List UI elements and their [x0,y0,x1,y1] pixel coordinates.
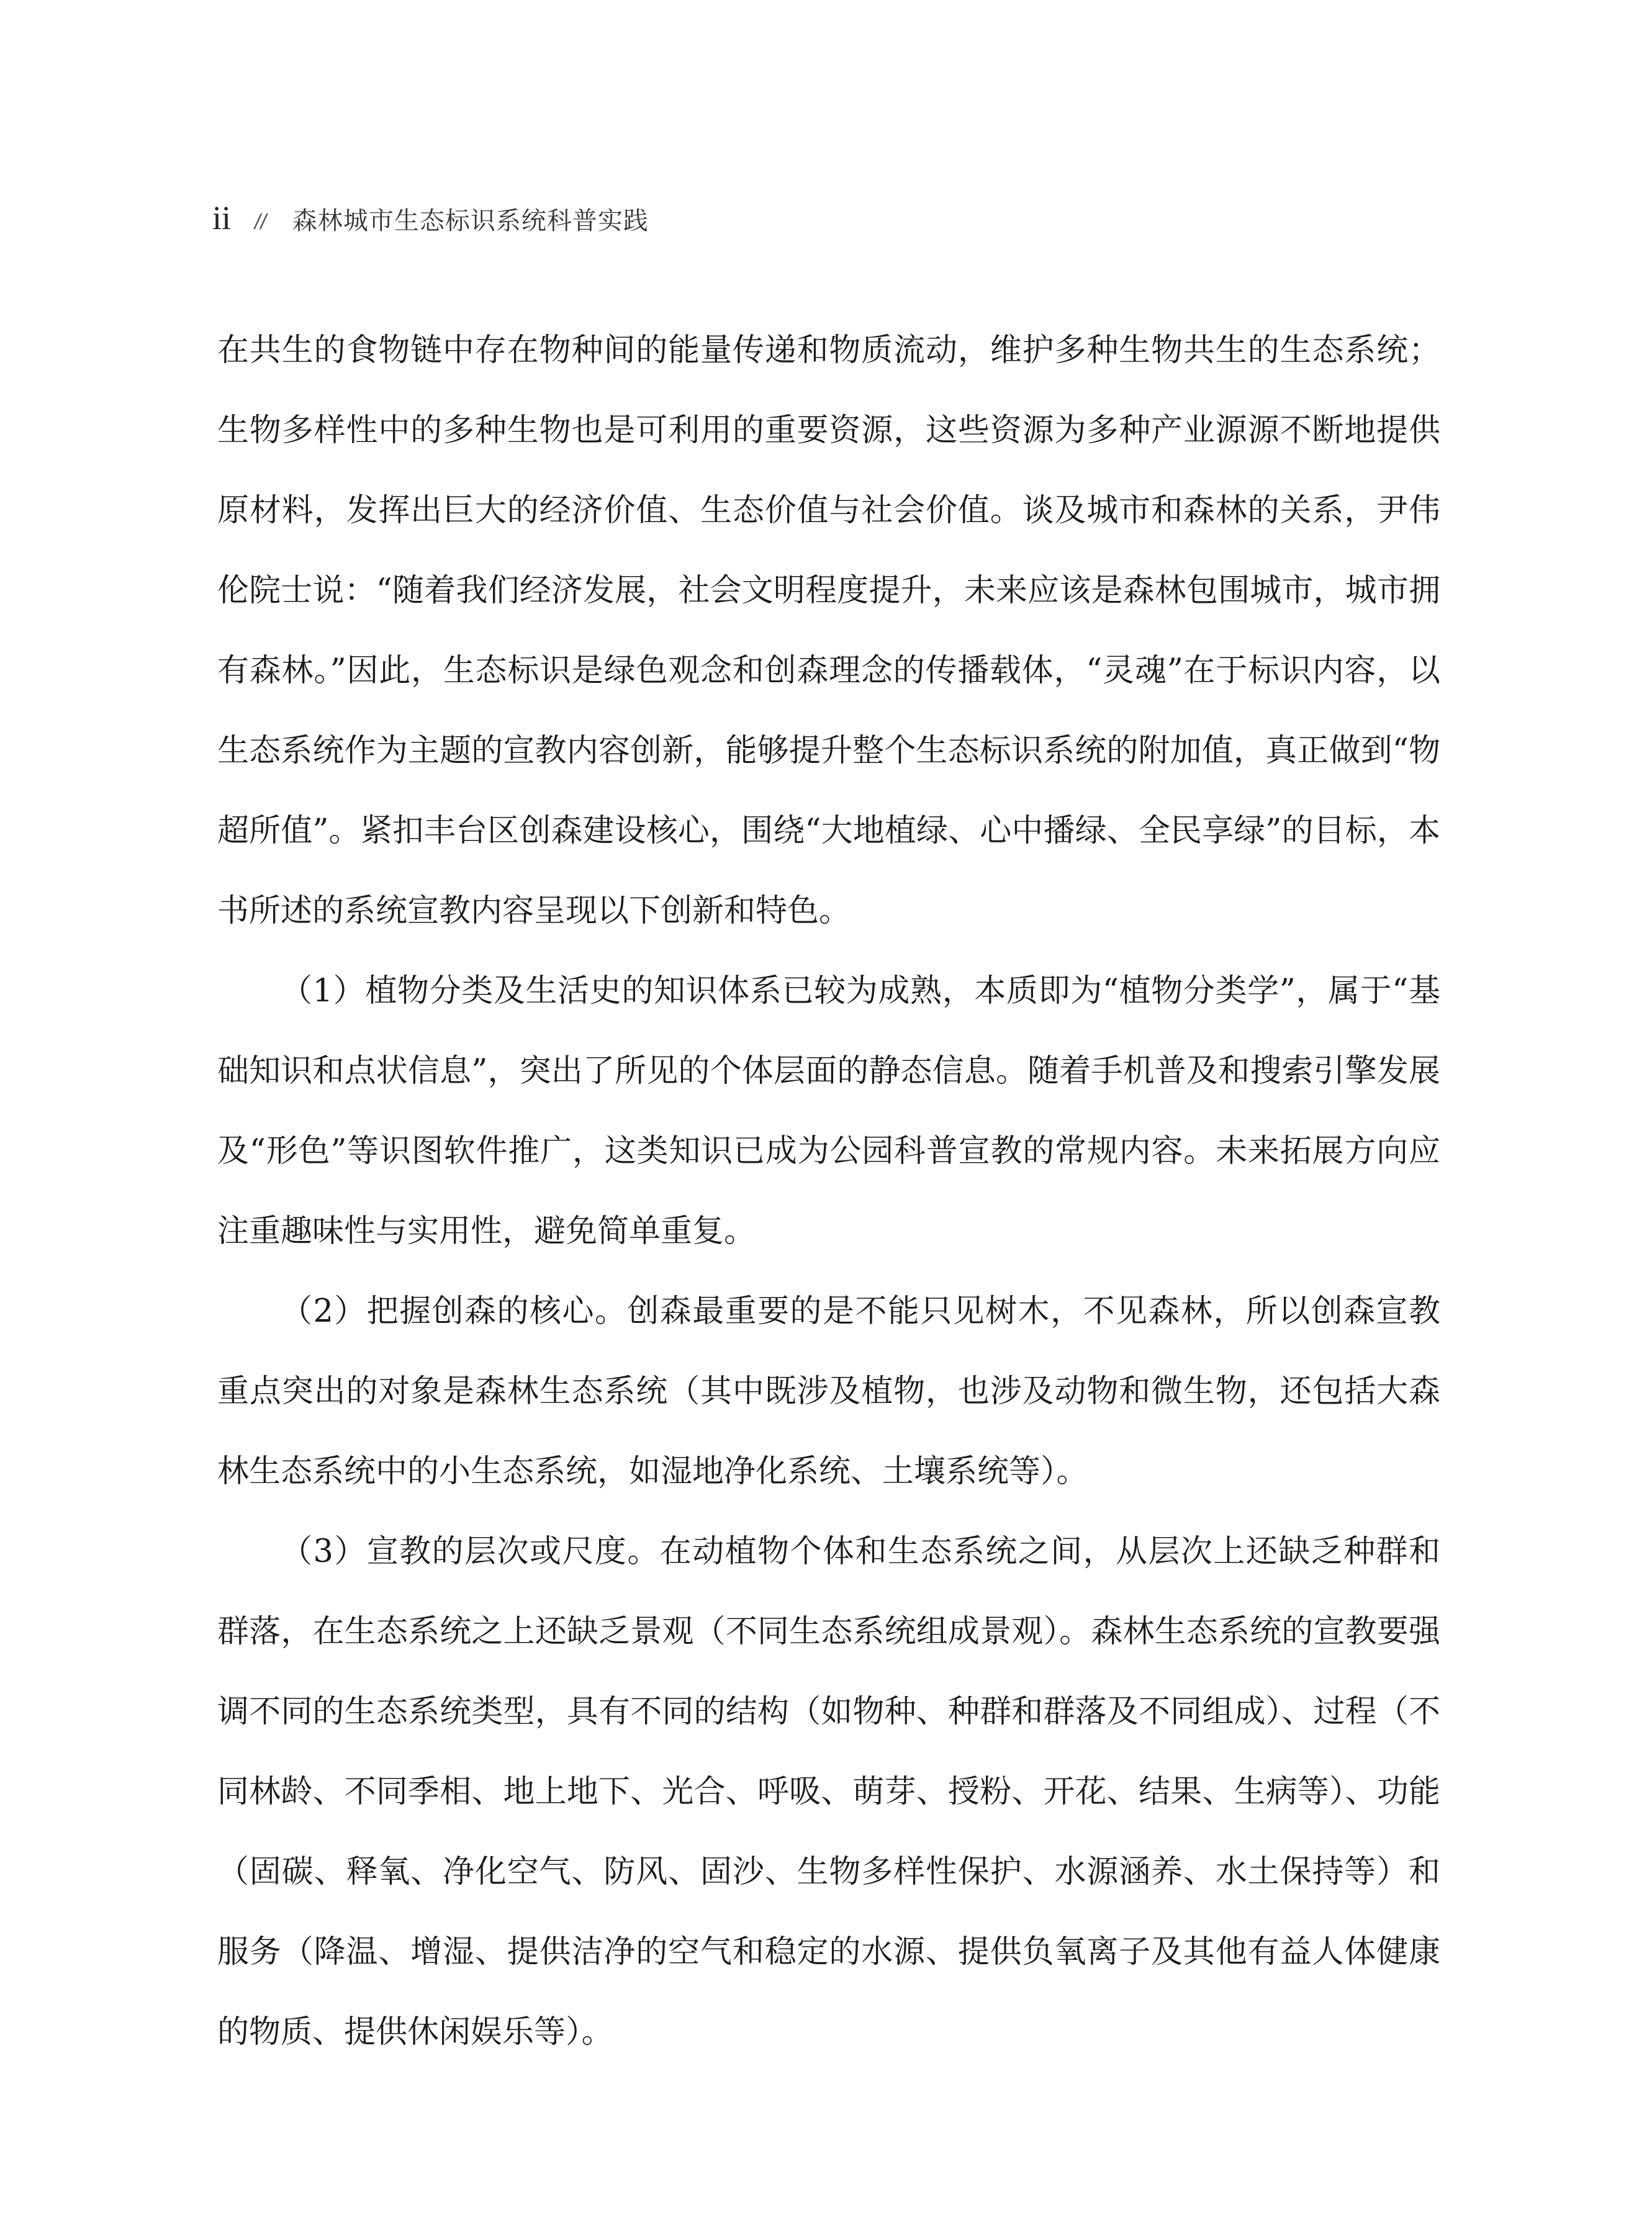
paragraph-point-2: （2）把握创森的核心。创森最重要的是不能只见树木，不见森林，所以创森宣教重点突出的对象是森林生态系统（其中既涉及植物，也涉及动物和微生物，还包括大森林生态系统中的小生态系统，如湿地净化系统、土壤系统等）。 [217,1293,1440,1490]
book-title: 森林城市生态标识系统科普实践 [292,207,649,235]
paragraph-point-3: （3）宣教的层次或尺度。在动植物个体和生态系统之间，从层次上还缺乏种群和群落，在生态系统之上还缺乏景观（不同生态系统组成景观）。森林生态系统的宣教要强调不同的生态系统类型，具有不同的结构（如物种、种群和群落及不同组成）、过程（不同林龄、不同季相、地上地下、光合、呼吸、萌芽、授粉、开花、结果、生病等）、功能（固碳、释氧、净化空气、防风、固沙、生物多样性保护、水源涵养、水土保持等）和服务（降温、增湿、提供洁净的空气和稳定的水源、提供负氧离子及其他有益人体健康的物质、提供休闲娱乐等）。 [217,1533,1440,2050]
paragraph-intro: 在共生的食物链中存在物种间的能量传递和物质流动，维护多种生物共生的生态系统；生物多样性中的多种生物也是可利用的重要资源，这些资源为多种产业源源不断地提供原材料，发挥出巨大的经济价值、生态价值与社会价值。谈及城市和森林的关系，尹伟伦院士说：“随着我们经济发展，社会文明程度提升，未来应该是森林包围城市，城市拥有森林。”因此，生态标识是绿色观念和创森理念的传播载体，“灵魂”在于标识内容，以生态系统作为主题的宣教内容创新，能够提升整个生态标识系统的附加值，真正做到“物超所值”。紧扣丰台区创森建设核心，围绕“大地植绿、心中播绿、全民享绿”的目标，本书所述的系统宣教内容呈现以下创新和特色。 [217,332,1440,929]
body-text [217,310,1440,2072]
page-number: ii [212,199,232,237]
paragraph-point-1: （1）植物分类及生活史的知识体系已较为成熟，本质即为“植物分类学”，属于“基础知识和点状信息”，突出了所见的个体层面的静态信息。随着手机普及和搜索引擎发展及“形色”等识图软件推广，这类知识已成为公园科普宣教的常规内容。未来拓展方向应注重趣味性与实用性，避免简单重复。 [217,973,1440,1250]
header-separator: // [255,210,266,234]
running-header [212,199,649,261]
